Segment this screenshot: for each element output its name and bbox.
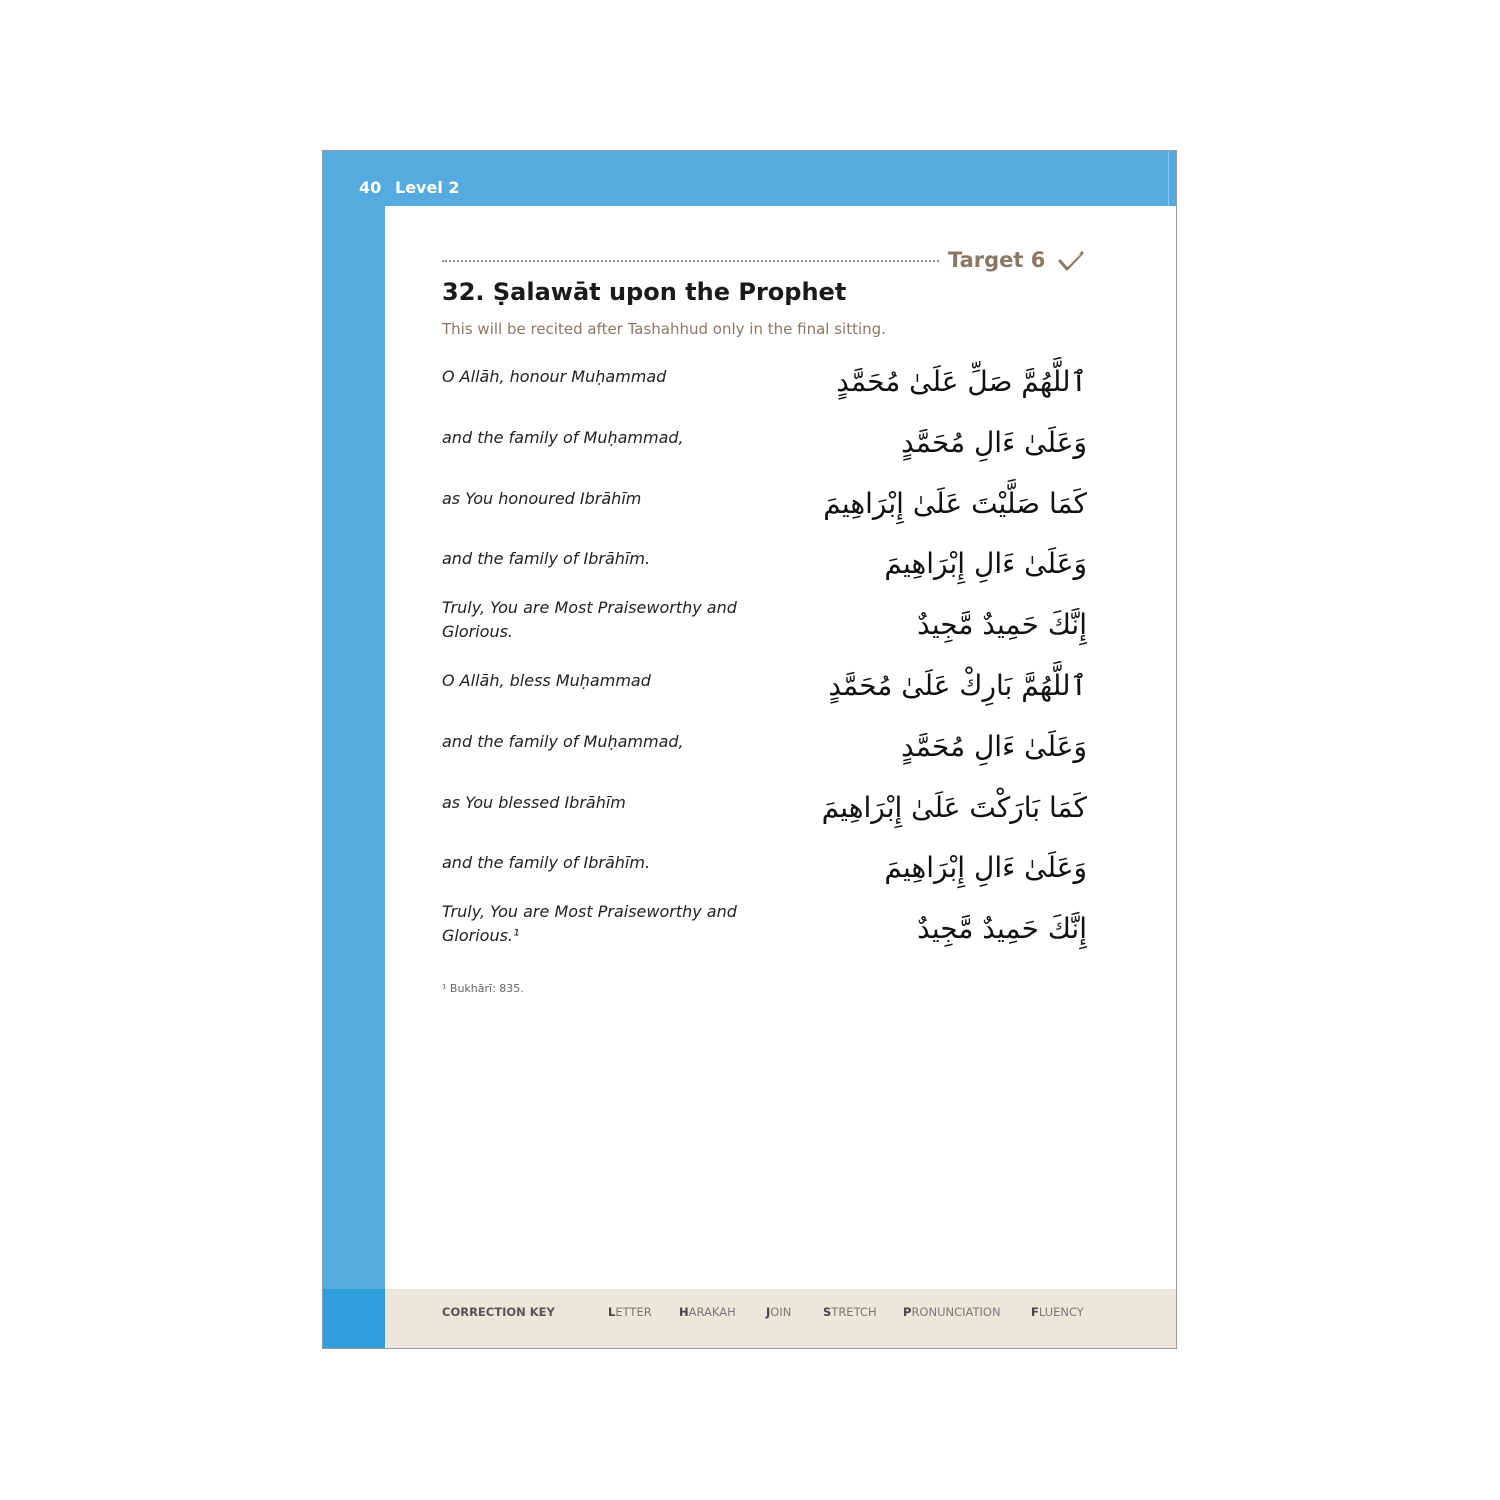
english-translation: as You honoured Ibrāhīm	[442, 488, 642, 508]
english-translation: and the family of Muḥammad,	[442, 731, 684, 751]
arabic-text: كَمَا صَلَّيْتَ عَلَىٰ إِبْرَاهِيمَ	[823, 486, 1087, 520]
arabic-text: كَمَا بَارَكْتَ عَلَىٰ إِبْرَاهِيمَ	[821, 790, 1087, 824]
recitation-line	[442, 538, 1087, 599]
arabic-text: إِنَّكَ حَمِيدٌ مَّجِيدٌ	[917, 912, 1087, 946]
arabic-text: وَعَلَىٰ ءَالِ إِبْرَاهِيمَ	[884, 547, 1087, 581]
recitation-line	[442, 903, 1087, 964]
header-edge-line	[1168, 151, 1169, 206]
recitation-line	[442, 417, 1087, 478]
arabic-text: ٱللَّهُمَّ صَلِّ عَلَىٰ مُحَمَّدٍ	[836, 365, 1087, 398]
english-translation: and the family of Ibrāhīm.	[442, 549, 651, 569]
book-page	[322, 150, 1177, 1349]
english-translation: and the family of Ibrāhīm.	[442, 853, 651, 873]
recitation-line	[442, 721, 1087, 782]
correction-key-pronunciation: PRONUNCIATION	[903, 1305, 1001, 1319]
correction-key-harakah: HARAKAH	[679, 1305, 736, 1319]
english-translation: O Allāh, bless Muḥammad	[442, 670, 651, 690]
page-content	[385, 206, 1176, 1287]
correction-key-stretch: STRETCH	[823, 1305, 877, 1319]
arabic-text: ٱللَّهُمَّ بَارِكْ عَلَىٰ مُحَمَّدٍ	[828, 668, 1087, 702]
correction-key-title: CORRECTION KEY	[442, 1305, 555, 1319]
footnote: ¹ Bukhārī: 835.	[442, 982, 524, 995]
correction-key-letter: LETTER	[608, 1305, 652, 1319]
dotted-rule	[442, 260, 939, 262]
target-label: Target 6	[948, 248, 1046, 272]
side-margin-band	[323, 206, 385, 1289]
english-translation: Truly, You are Most Praiseworthy and Glorious.¹	[442, 902, 737, 946]
english-translation: Truly, You are Most Praiseworthy and Glorious.	[442, 598, 737, 642]
recitation-line	[442, 599, 1087, 660]
recitation-line	[442, 842, 1087, 903]
english-translation: and the family of Muḥammad,	[442, 427, 684, 447]
target-row	[442, 248, 1087, 278]
arabic-text: وَعَلَىٰ ءَالِ مُحَمَّدٍ	[901, 425, 1087, 459]
english-translation: O Allāh, honour Muḥammad	[442, 367, 667, 386]
level-label: Level 2	[395, 178, 460, 197]
page-header-band	[323, 151, 1176, 206]
arabic-text: إِنَّكَ حَمِيدٌ مَّجِيدٌ	[917, 608, 1087, 642]
page-number: 40	[359, 178, 382, 197]
correction-key-bar	[385, 1289, 1176, 1349]
english-translation: as You blessed Ibrāhīm	[442, 792, 626, 812]
recitation-line	[442, 782, 1087, 843]
section-title: 32. Ṣalawāt upon the Prophet	[442, 278, 847, 306]
side-margin-band-bottom	[323, 1289, 385, 1349]
arabic-text: وَعَلَىٰ ءَالِ إِبْرَاهِيمَ	[884, 851, 1087, 885]
recitation-lines	[442, 356, 1087, 964]
recitation-line	[442, 356, 1087, 417]
recitation-line	[442, 660, 1087, 721]
correction-key-fluency: FLUENCY	[1031, 1305, 1084, 1319]
checkmark-icon	[1057, 249, 1085, 273]
section-subtitle: This will be recited after Tashahhud only in the final sitting.	[442, 320, 886, 338]
recitation-line	[442, 478, 1087, 539]
correction-key-join: JOIN	[766, 1305, 792, 1319]
arabic-text: وَعَلَىٰ ءَالِ مُحَمَّدٍ	[901, 729, 1087, 763]
